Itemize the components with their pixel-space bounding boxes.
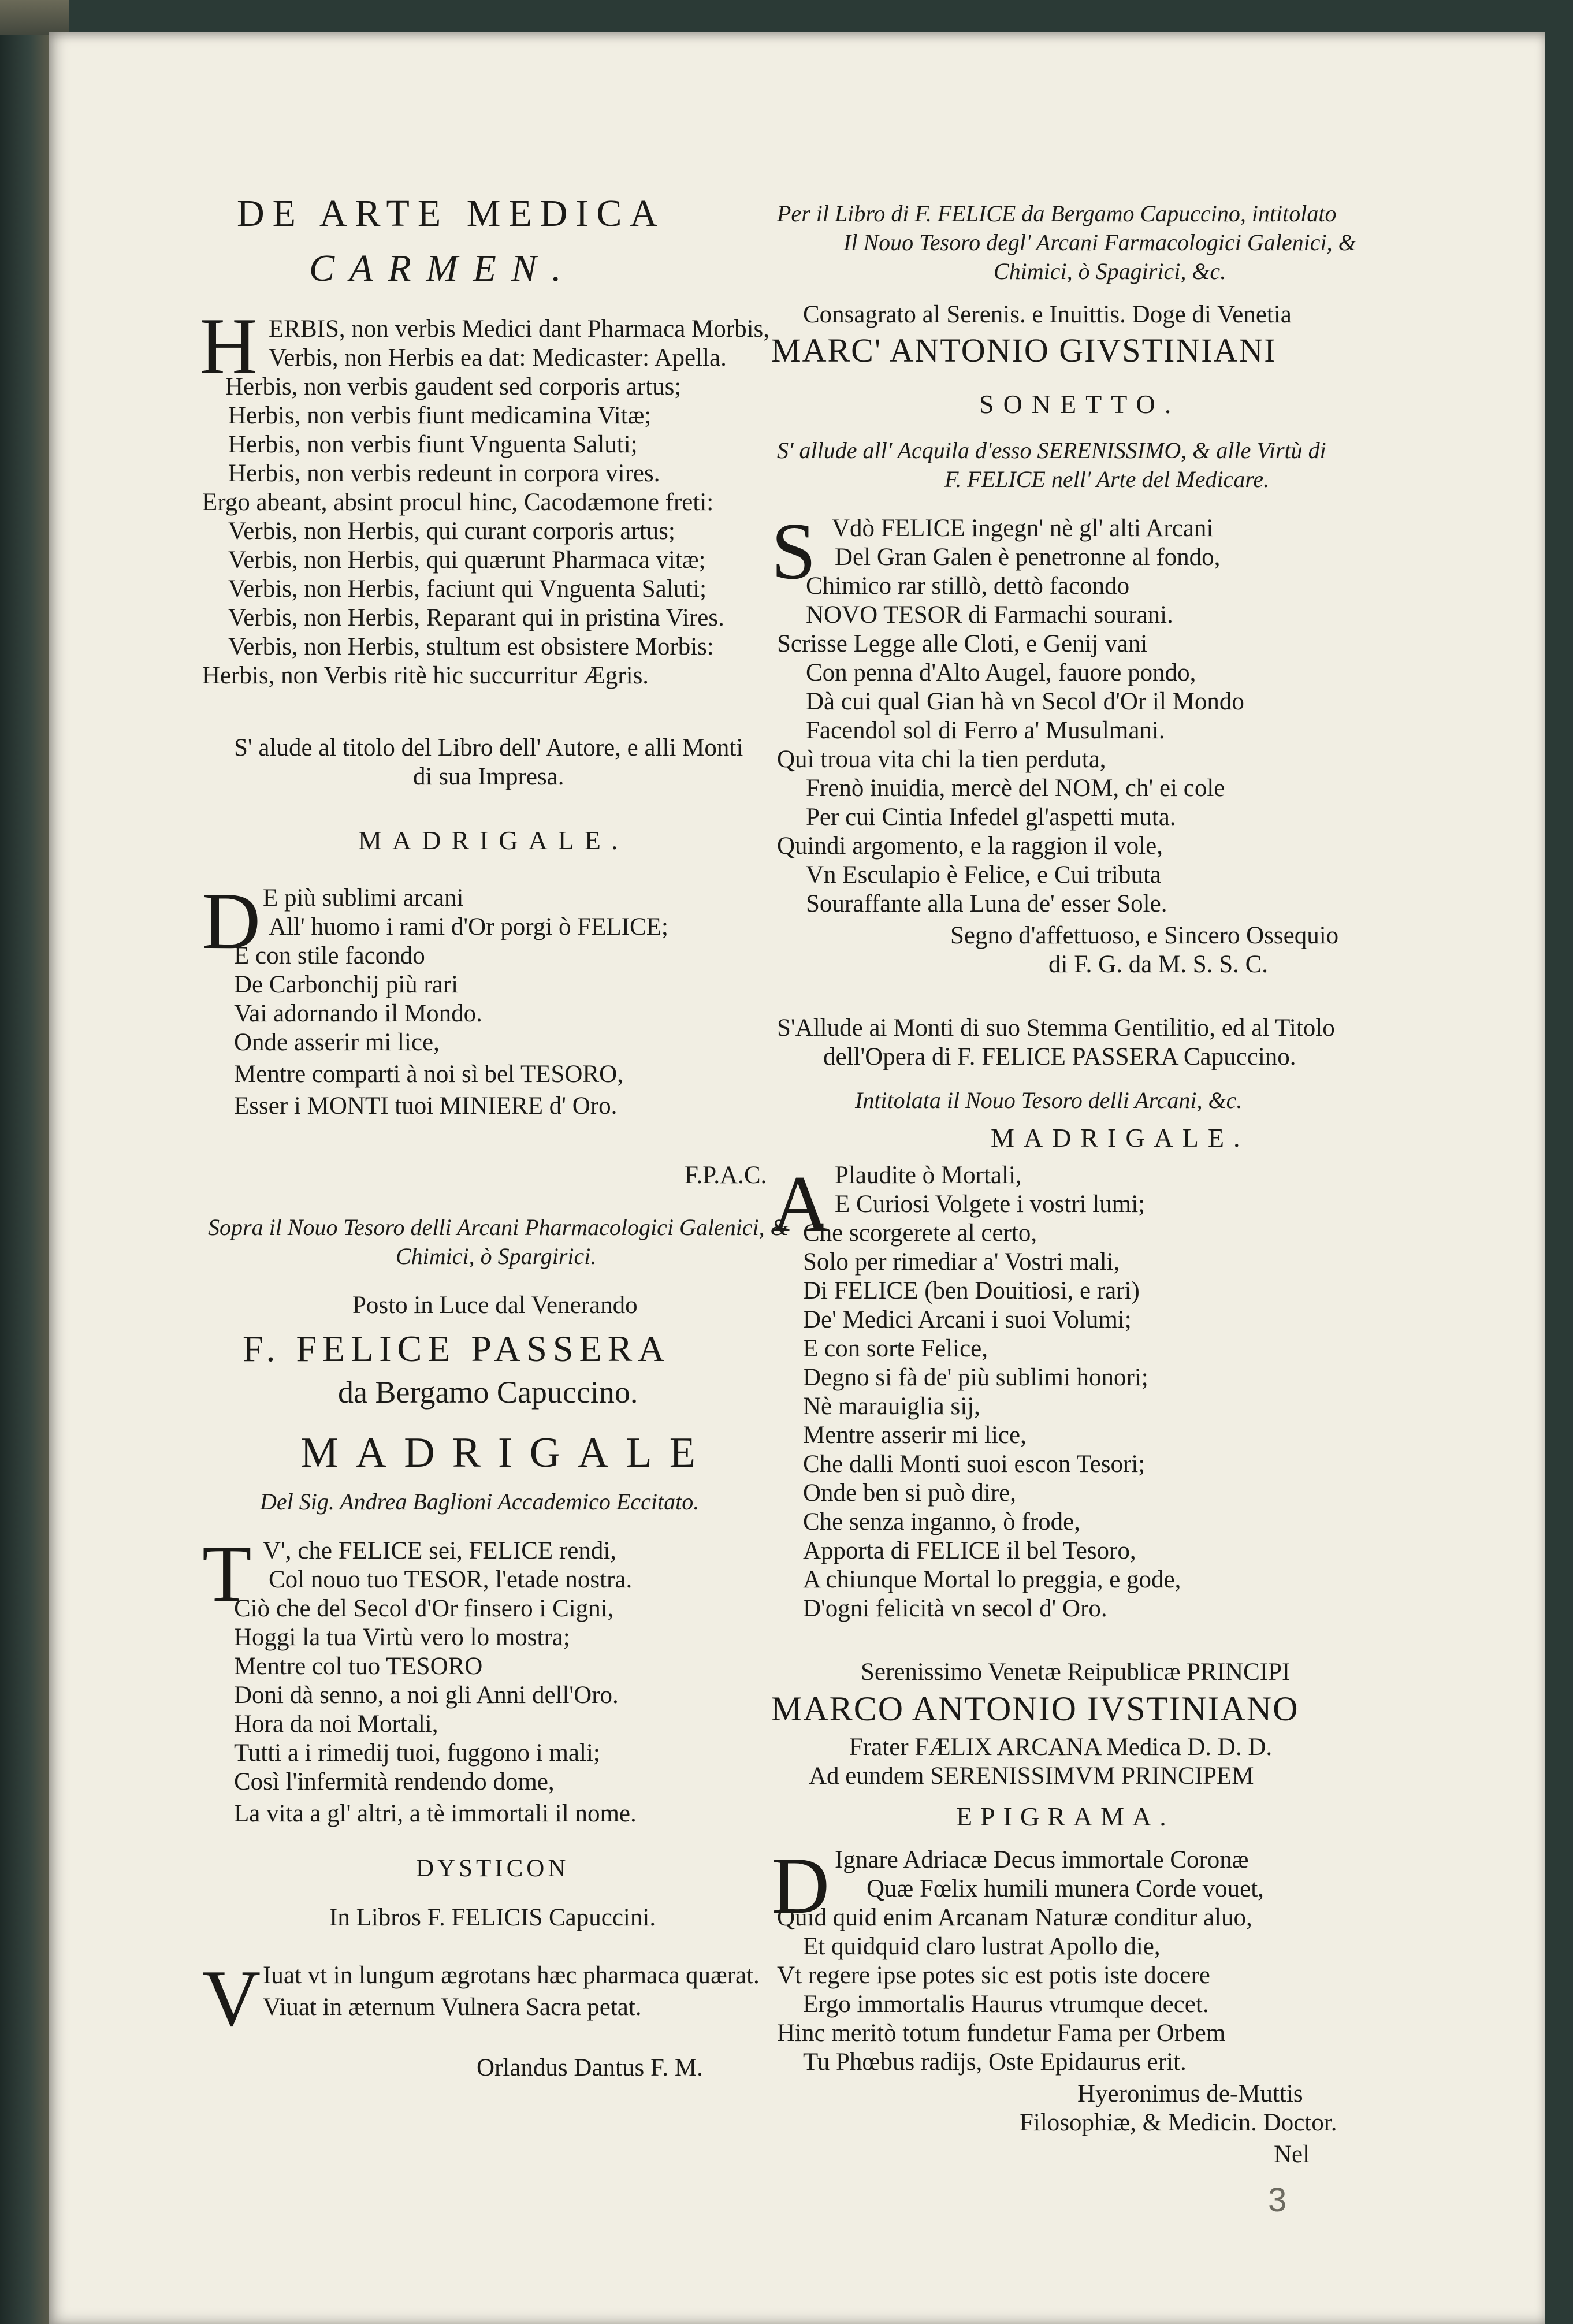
epigrama-line: Ignare Adriacæ Decus immortale Coronæ [835, 1846, 1249, 1873]
sonetto-signature: Segno d'affettuoso, e Sincero Ossequio [950, 922, 1339, 949]
sonetto-line: Dà cui qual Gian hà vn Secol d'Or il Mondo [806, 688, 1244, 715]
carmen-line: ERBIS, non verbis Medici dant Pharmaca Morbis, [269, 315, 770, 343]
epigrama-heading: EPIGRAMA. [956, 1802, 1174, 1831]
allude2-line: S' allude all' Acquila d'esso SERENISSIMO, & alle Virtù di [777, 437, 1326, 463]
allude3-line: S'Allude ai Monti di suo Stemma Gentilitio, ed al Titolo [777, 1014, 1335, 1042]
epigrama-line: Tu Phœbus radijs, Oste Epidaurus erit. [803, 2048, 1187, 2076]
carmen-line: Verbis, non Herbis, faciunt qui Vnguenta Saluti; [228, 575, 707, 603]
title-de-arte-medica: DE ARTE MEDICA [237, 192, 666, 235]
madrigale3-line: Che scorgerete al certo, [803, 1219, 1037, 1247]
madrigale-drop-initial: D [202, 876, 261, 966]
madrigale-signature: F.P.A.C. [685, 1162, 767, 1189]
madrigale3-line: Mentre asserir mi lice, [803, 1422, 1027, 1449]
madrigale2-line: Col nouo tuo TESOR, l'etade nostra. [269, 1566, 633, 1593]
madrigale2-line: Hoggi la tua Virtù vero lo mostra; [234, 1624, 570, 1651]
author-name: F. FELICE PASSERA [243, 1328, 671, 1369]
carmen-line: Ergo abeant, absint procul hinc, Cacodæmone freti: [202, 489, 714, 516]
sonetto-line: Frenò inuidia, mercè del NOM, ch' ei cole [806, 775, 1225, 802]
carmen-line: Herbis, non verbis gaudent sed corporis artus; [225, 373, 682, 400]
madrigale3-line: Che senza inganno, ò frode, [803, 1508, 1081, 1535]
dysticon-line: Viuat in æternum Vulnera Sacra petat. [263, 1994, 642, 2021]
epigrama-line: Quæ Fœlix humili munera Corde vouet, [867, 1875, 1264, 1902]
epigrama-line: Ergo immortalis Haurus vtrumque decet. [803, 1991, 1209, 2018]
madrigale3-line: A chiunque Mortal lo preggia, e gode, [803, 1566, 1181, 1593]
madrigale3-line: Apporta di FELICE il bel Tesoro, [803, 1537, 1136, 1564]
madrigale2-drop-initial: T [202, 1529, 252, 1619]
madrigale3-line: E con sorte Felice, [803, 1335, 988, 1362]
madrigale-line: Vai adornando il Mondo. [234, 1000, 482, 1027]
madrigale3-line: Degno si fà de' più sublimi honori; [803, 1364, 1148, 1391]
dysticon-line: Iuat vt in lungum ægrotans hæc pharmaca quærat. [263, 1962, 760, 1989]
sonetto-line: Quì troua vita chi la tien perduta, [777, 746, 1106, 773]
sonetto-line: Souraffante alla Luna de' esser Sole. [806, 890, 1167, 917]
madrigale2-line: La vita a gl' altri, a tè immortali il nome. [234, 1800, 637, 1827]
page-number: 3 [1268, 2181, 1287, 2219]
madrigale3-line: Che dalli Monti suoi escon Tesori; [803, 1451, 1146, 1478]
sopra-line: Sopra il Nouo Tesoro delli Arcani Pharmacologici Galenici, & [208, 1214, 789, 1240]
madrigale3-line: Plaudite ò Mortali, [835, 1162, 1022, 1189]
marco-name: MARCO ANTONIO IVSTINIANO [771, 1690, 1299, 1728]
epigrama-line: Hinc meritò totum fundetur Fama per Orbem [777, 2020, 1226, 2047]
madrigale-line: All' huomo i rami d'Or porgi ò FELICE; [269, 913, 668, 940]
dysticon-heading: DYSTICON [416, 1855, 570, 1882]
carmen-drop-initial: H [199, 302, 258, 391]
sopra-line: Chimici, ò Spargirici. [396, 1243, 597, 1269]
allude2-line: F. FELICE nell' Arte del Medicare. [944, 466, 1270, 492]
adeundem-line: Ad eundem SERENISSIMVM PRINCIPEM [809, 1762, 1254, 1790]
dysticon-subtitle: In Libros F. FELICIS Capuccini. [329, 1904, 656, 1931]
epigrama-drop-initial: D [771, 1841, 830, 1931]
doge-name: MARC' ANTONIO GIVSTINIANI [771, 332, 1277, 369]
madrigale2-heading: MADRIGALE [300, 1429, 713, 1477]
epigrama-line: Et quidquid claro lustrat Apollo die, [803, 1933, 1161, 1960]
epigrama-signature: Hyeronimus de-Muttis [1077, 2080, 1303, 2107]
sonetto-line: Quindi argomento, e la raggion il vole, [777, 832, 1163, 860]
title-carmen: CARMEN. [309, 247, 577, 289]
frater-line: Frater FÆLIX ARCANA Medica D. D. D. [849, 1734, 1273, 1761]
sonetto-line: Chimico rar stillò, dettò facondo [806, 572, 1130, 600]
sonetto-signature: di F. G. da M. S. S. C. [1048, 951, 1269, 978]
sonetto-line: Vn Esculapio è Felice, e Cui tributa [806, 861, 1161, 888]
madrigale2-line: Ciò che del Secol d'Or finsero i Cigni, [234, 1595, 614, 1622]
carmen-line: Verbis, non Herbis, stultum est obsistere Morbis: [228, 633, 714, 660]
epigrama-line: Quid quid enim Arcanam Naturæ conditur aluo, [777, 1904, 1252, 1931]
madrigale2-line: Mentre col tuo TESORO [234, 1653, 483, 1680]
allude3-line: dell'Opera di F. FELICE PASSERA Capuccino. [823, 1043, 1296, 1070]
catchword: Nel [1274, 2141, 1310, 2168]
madrigale3-heading: MADRIGALE. [991, 1123, 1250, 1152]
madrigale3-line: E Curiosi Volgete i vostri lumi; [835, 1191, 1146, 1218]
carmen-line: Herbis, non verbis fiunt medicamina Vitæ; [228, 402, 652, 429]
carmen-line: Herbis, non verbis redeunt in corpora vires. [228, 460, 660, 487]
carmen-line: Herbis, non verbis fiunt Vnguenta Saluti; [228, 431, 638, 458]
binding-strap [0, 0, 69, 35]
sonetto-line: Per cui Cintia Infedel gl'aspetti muta. [806, 804, 1176, 831]
madrigale3-drop-initial: A [771, 1159, 830, 1249]
sonetto-line: Facendol sol di Ferro a' Musulmani. [806, 717, 1165, 744]
madrigale2-line: V', che FELICE sei, FELICE rendi, [263, 1537, 617, 1564]
madrigale3-line: Di FELICE (ben Douitiosi, e rari) [803, 1277, 1140, 1304]
madrigale3-line: Nè marauiglia sij, [803, 1393, 980, 1420]
author-place: da Bergamo Capuccino. [338, 1375, 638, 1410]
consacrato-line: Consagrato al Serenis. e Inuittis. Doge di Venetia [803, 301, 1292, 328]
madrigale-line: Onde asserir mi lice, [234, 1029, 440, 1056]
madrigale2-line: Hora da noi Mortali, [234, 1711, 438, 1738]
right-header-line: Chimici, ò Spagirici, &c. [994, 258, 1226, 284]
madrigale-line: E più sublimi arcani [263, 884, 464, 912]
sonetto-drop-initial: S [771, 507, 816, 596]
carmen-line: Verbis, non Herbis, Reparant qui in pristina Vires. [228, 604, 724, 631]
sonetto-line: Scrisse Legge alle Cloti, e Genij vani [777, 630, 1148, 657]
carmen-line: Verbis, non Herbis, qui curant corporis artus; [228, 518, 675, 545]
carmen-line: Verbis, non Herbis ea dat: Medicaster: Apella. [269, 344, 727, 371]
posto-line: Posto in Luce dal Venerando [352, 1292, 638, 1319]
madrigale-line: E con stile facondo [234, 942, 425, 969]
madrigale2-line: Doni dà senno, a noi gli Anni dell'Oro. [234, 1682, 619, 1709]
sonetto-line: NOVO TESOR di Farmachi sourani. [806, 601, 1173, 629]
sonetto-line: Vdò FELICE ingegn' nè gl' alti Arcani [832, 515, 1214, 542]
madrigale-line: Mentre comparti à noi sì bel TESORO, [234, 1061, 623, 1088]
madrigale2-line: Tutti a i rimedij tuoi, fuggono i mali; [234, 1739, 600, 1767]
document-page [49, 32, 1545, 2324]
madrigale3-line: D'ogni felicità vn secol d' Oro. [803, 1595, 1107, 1622]
epigrama-line: Vt regere ipse potes sic est potis iste docere [777, 1962, 1210, 1989]
book-binding [0, 0, 49, 2324]
madrigale-line: De Carbonchij più rari [234, 971, 459, 998]
madrigale3-line: Onde ben si può dire, [803, 1479, 1017, 1507]
sonetto-line: Con penna d'Alto Augel, fauore pondo, [806, 659, 1196, 686]
madrigale2-line: Così l'infermità rendendo dome, [234, 1768, 555, 1795]
dysticon-drop-initial: V [202, 1954, 261, 2043]
sereniss-line: Serenissimo Venetæ Reipublicæ PRINCIPI [861, 1659, 1291, 1686]
madrigale-line: Esser i MONTI tuoi MINIERE d' Oro. [234, 1092, 618, 1120]
allude-line: di sua Impresa. [413, 763, 564, 790]
madrigale3-line: Solo per rimediar a' Vostri mali, [803, 1248, 1120, 1276]
madrigale-heading: MADRIGALE. [358, 826, 629, 855]
madrigale3-line: De' Medici Arcani i suoi Volumi; [803, 1306, 1132, 1333]
epigrama-signature: Filosophiæ, & Medicin. Doctor. [1020, 2109, 1337, 2136]
carmen-line: Verbis, non Herbis, qui quærunt Pharmaca vitæ; [228, 546, 706, 574]
sonetto-heading: SONETTO. [979, 389, 1181, 419]
carmen-line: Herbis, non Verbis ritè hic succurritur Ægris. [202, 662, 649, 689]
right-header-line: Per il Libro di F. FELICE da Bergamo Capuccino, intitolato [777, 200, 1337, 226]
sonetto-line: Del Gran Galen è penetronne al fondo, [835, 544, 1221, 571]
right-header-line: Il Nouo Tesoro degl' Arcani Farmacologici Galenici, & [843, 229, 1356, 255]
baglioni-line: Del Sig. Andrea Baglioni Accademico Eccitato. [260, 1489, 700, 1515]
intitolata-line: Intitolata il Nouo Tesoro delli Arcani, &c. [855, 1087, 1243, 1113]
dysticon-signature: Orlandus Dantus F. M. [477, 2054, 703, 2081]
allude-line: S' alude al titolo del Libro dell' Autore, e alli Monti [234, 734, 743, 761]
